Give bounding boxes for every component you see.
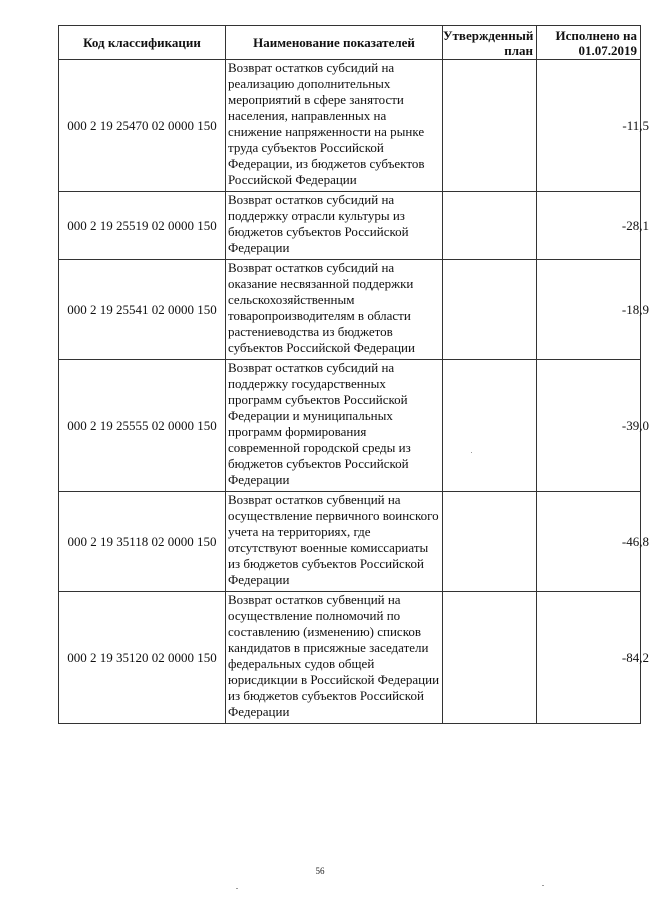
row-done — [537, 492, 649, 592]
row-done — [537, 592, 649, 724]
row-done-value: -18,9 — [621, 301, 649, 317]
row-done-value: -46,8 — [621, 533, 649, 549]
table-header-row — [59, 26, 641, 60]
row-plan — [443, 492, 537, 592]
row-code: 000 2 19 25555 02 0000 150 — [59, 360, 226, 492]
row-done-value: -39,0 — [621, 417, 649, 433]
row-done — [537, 192, 649, 260]
row-name: Возврат остатков субсидий на реализацию дополнительных мероприятий в сфере занятости населения, направленных на снижение напряженности на рынке труда субъектов Российской Федерации, из бюджетов субъектов Российской Федерации — [226, 60, 443, 192]
row-plan — [443, 360, 537, 492]
scan-speck — [471, 452, 472, 453]
row-name: Возврат остатков субвенций на осуществление первичного воинского учета на территориях, где отсутствуют военные комиссариаты из бюджетов субъектов Российской Федерации — [226, 492, 443, 592]
header-plan: Утвержденный план — [443, 26, 537, 60]
row-name: Возврат остатков субсидий на поддержку государственных программ субъектов Российской Федерации и муниципальных программ формирования современной городской среды из бюджетов субъектов Российской Федерации — [226, 360, 443, 492]
row-done — [537, 60, 649, 192]
budget-returns-table — [58, 25, 649, 724]
scan-speck — [542, 885, 544, 886]
table-row — [59, 192, 641, 260]
row-code: 000 2 19 25470 02 0000 150 — [59, 60, 226, 192]
row-code: 000 2 19 35120 02 0000 150 — [59, 592, 226, 724]
row-done-value: -28,1 — [621, 217, 649, 233]
scan-speck — [236, 888, 238, 889]
row-done — [537, 260, 649, 360]
row-name: Возврат остатков субвенций на осуществление полномочий по составлению (изменению) списков кандидатов в присяжные заседатели федеральных судов общей юрисдикции в Российской Федерации из бюджетов субъектов Российской Федерации — [226, 592, 443, 724]
row-code: 000 2 19 35118 02 0000 150 — [59, 492, 226, 592]
row-done — [537, 360, 649, 492]
table-row — [59, 360, 641, 492]
table-row — [59, 260, 641, 360]
row-plan — [443, 60, 537, 192]
row-done-value: -11,5 — [622, 117, 649, 133]
table-row — [59, 60, 641, 192]
row-name: Возврат остатков субсидий на оказание несвязанной поддержки сельскохозяйственным товаропроизводителям в области растениеводства из бюджетов субъектов Российской Федерации — [226, 260, 443, 360]
row-plan — [443, 592, 537, 724]
row-done-value: -84,2 — [621, 649, 649, 665]
page-number: 56 — [315, 866, 325, 876]
row-plan — [443, 260, 537, 360]
row-code: 000 2 19 25519 02 0000 150 — [59, 192, 226, 260]
table-row — [59, 592, 641, 724]
row-plan — [443, 192, 537, 260]
header-done: Исполнено на 01.07.2019 — [537, 26, 641, 60]
header-code: Код классификации — [59, 26, 226, 60]
table-row — [59, 492, 641, 592]
row-code: 000 2 19 25541 02 0000 150 — [59, 260, 226, 360]
header-name: Наименование показателей — [226, 26, 443, 60]
row-name: Возврат остатков субсидий на поддержку отрасли культуры из бюджетов субъектов Российской Федерации — [226, 192, 443, 260]
